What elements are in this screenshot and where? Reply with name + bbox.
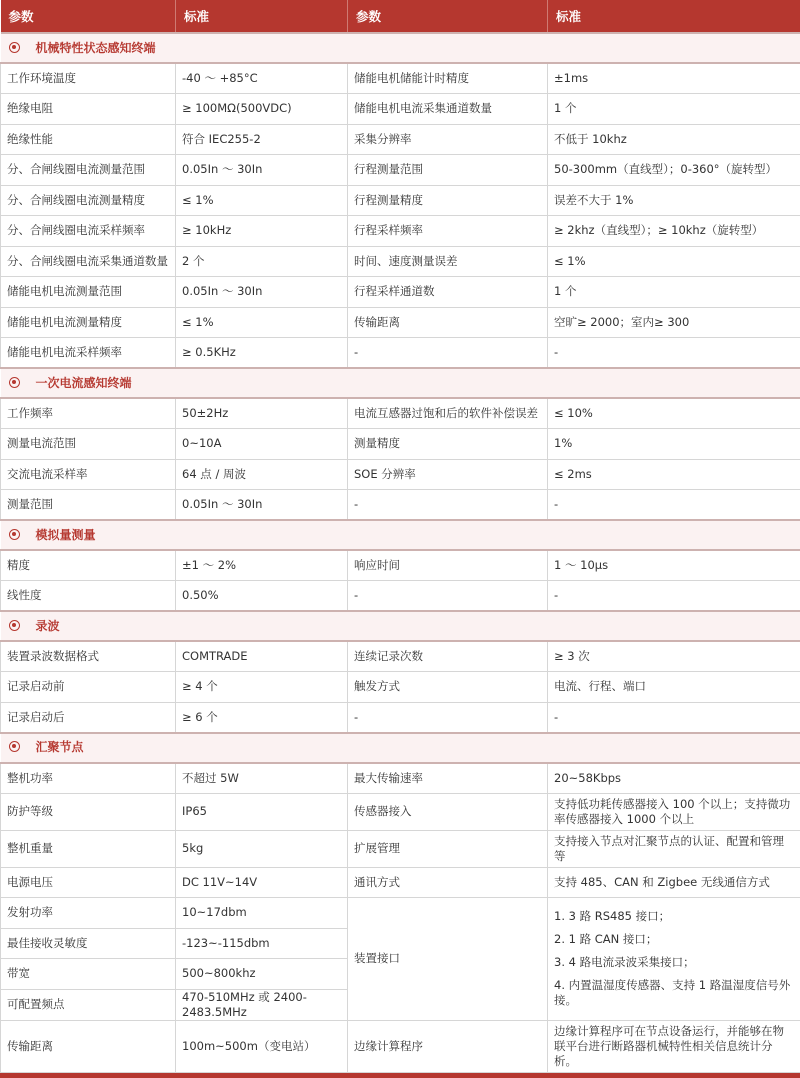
value-cell: 空旷≥ 2000；室内≥ 300	[548, 307, 800, 338]
value-cell: 100m~500m（变电站）	[176, 1020, 348, 1072]
param-cell: 时间、速度测量误差	[348, 246, 548, 277]
value-cell: ≥ 10kHz	[176, 216, 348, 247]
param-cell: 扩展管理	[348, 830, 548, 867]
value-cell: -	[548, 581, 800, 612]
value-cell: 500~800khz	[176, 959, 348, 990]
table-row	[1, 672, 800, 703]
param-cell: 线性度	[1, 581, 176, 612]
value-cell: 符合 IEC255-2	[176, 124, 348, 155]
param-cell: 储能电机电流测量精度	[1, 307, 176, 338]
param-cell: -	[348, 490, 548, 521]
param-cell: 传输距离	[348, 307, 548, 338]
section-header-current	[1, 368, 800, 398]
value-cell: ≤ 1%	[548, 246, 800, 277]
param-cell: 记录启动后	[1, 702, 176, 733]
value-cell: 470-510MHz 或 2400-2483.5MHz	[176, 989, 348, 1020]
param-cell: 分、合闸线圈电流测量范围	[1, 155, 176, 186]
value-cell: 1 ～ 10μs	[548, 550, 800, 581]
param-cell: 测量电流范围	[1, 429, 176, 460]
param-cell: 行程采样通道数	[348, 277, 548, 308]
table-row	[1, 94, 800, 125]
value-cell: ≥ 100MΩ(500VDC)	[176, 94, 348, 125]
target-circle-icon	[9, 620, 20, 631]
param-cell: 分、合闸线圈电流采样频率	[1, 216, 176, 247]
param-cell: 传输距离	[1, 1020, 176, 1072]
value-cell: ≥ 2khz（直线型）；≥ 10khz（旋转型）	[548, 216, 800, 247]
header-standard-2: 标准	[548, 0, 800, 33]
param-cell: -	[348, 581, 548, 612]
param-cell: 行程采样频率	[348, 216, 548, 247]
value-cell: 1 个	[548, 94, 800, 125]
table-body	[1, 33, 800, 1072]
list-item: 4. 内置温湿度传感器、支持 1 路温湿度信号外接。	[554, 978, 791, 1008]
table-row	[1, 277, 800, 308]
param-cell: 记录启动前	[1, 672, 176, 703]
param-cell: 储能电机电流采集通道数量	[348, 94, 548, 125]
value-cell: 误差不大于 1%	[548, 185, 800, 216]
target-circle-icon	[9, 741, 20, 752]
param-cell: 带宽	[1, 959, 176, 990]
param-cell: 防护等级	[1, 793, 176, 830]
section-header-node	[1, 733, 800, 763]
table-row	[1, 490, 800, 521]
value-cell: 电流、行程、端口	[548, 672, 800, 703]
param-cell: 交流电流采样率	[1, 459, 176, 490]
value-cell: ≥ 3 次	[548, 641, 800, 672]
value-cell: ≤ 1%	[176, 185, 348, 216]
param-cell: 连续记录次数	[348, 641, 548, 672]
interface-list	[554, 909, 794, 1008]
interface-list-cell	[548, 898, 800, 1021]
table-row	[1, 1020, 800, 1072]
param-cell: 测量范围	[1, 490, 176, 521]
value-cell: -	[548, 702, 800, 733]
param-cell: 边缘计算程序	[348, 1020, 548, 1072]
table-row	[1, 763, 800, 794]
param-cell: 工作频率	[1, 398, 176, 429]
param-cell: SOE 分辨率	[348, 459, 548, 490]
value-cell: ≤ 10%	[548, 398, 800, 429]
param-cell: 行程测量精度	[348, 185, 548, 216]
section-title: 模拟量测量	[35, 527, 96, 542]
value-cell: 0.50%	[176, 581, 348, 612]
table-row	[1, 867, 800, 898]
table-row	[1, 429, 800, 460]
value-cell: 0.05In ～ 30In	[176, 155, 348, 186]
table-row	[1, 307, 800, 338]
section-title-cell	[1, 611, 800, 641]
param-cell: 电源电压	[1, 867, 176, 898]
table-row	[1, 793, 800, 830]
table-row	[1, 155, 800, 186]
header-standard-1: 标准	[176, 0, 348, 33]
target-circle-icon	[9, 377, 20, 388]
param-cell: 分、合闸线圈电流采集通道数量	[1, 246, 176, 277]
table-row	[1, 63, 800, 94]
value-cell: 0.05In ～ 30In	[176, 490, 348, 521]
value-cell: ≤ 1%	[176, 307, 348, 338]
section-header-analog	[1, 520, 800, 550]
param-cell: 整机功率	[1, 763, 176, 794]
value-cell: ≥ 4 个	[176, 672, 348, 703]
section-title: 汇聚节点	[35, 740, 84, 754]
value-cell: -40 ～ +85°C	[176, 63, 348, 94]
param-cell: 传感器接入	[348, 793, 548, 830]
param-cell: 触发方式	[348, 672, 548, 703]
param-cell: 工作环境温度	[1, 63, 176, 94]
table-row	[1, 898, 800, 929]
param-cell: 测量精度	[348, 429, 548, 460]
section-title-cell	[1, 33, 800, 63]
list-item: 3. 4 路电流录波采集接口；	[554, 955, 695, 970]
param-cell: 电流互感器过饱和后的软件补偿误差	[348, 398, 548, 429]
param-cell: 装置录波数据格式	[1, 641, 176, 672]
value-cell: 64 点 / 周波	[176, 459, 348, 490]
param-cell: 最大传输速率	[348, 763, 548, 794]
param-cell: 可配置频点	[1, 989, 176, 1020]
section-title-cell	[1, 520, 800, 550]
section-title-cell	[1, 733, 800, 763]
section-title: 一次电流感知终端	[35, 375, 132, 390]
table-row	[1, 550, 800, 581]
param-cell: 储能电机电流测量范围	[1, 277, 176, 308]
header-param-2: 参数	[348, 0, 548, 33]
table-row	[1, 459, 800, 490]
table-row	[1, 185, 800, 216]
table-row	[1, 641, 800, 672]
bottom-accent-bar	[0, 1073, 800, 1078]
param-cell: 通讯方式	[348, 867, 548, 898]
param-cell: 储能电机电流采样频率	[1, 338, 176, 369]
value-cell: 支持低功耗传感器接入 100 个以上；支持微功率传感器接入 1000 个以上	[548, 793, 800, 830]
param-cell: -	[348, 338, 548, 369]
param-cell: 行程测量范围	[348, 155, 548, 186]
value-cell: ±1ms	[548, 63, 800, 94]
param-cell: 整机重量	[1, 830, 176, 867]
value-cell: ≤ 2ms	[548, 459, 800, 490]
section-title: 机械特性状态感知终端	[35, 40, 156, 55]
value-cell: 50±2Hz	[176, 398, 348, 429]
table-row	[1, 581, 800, 612]
value-cell: COMTRADE	[176, 641, 348, 672]
section-header-record	[1, 611, 800, 641]
list-item: 2. 1 路 CAN 接口；	[554, 932, 658, 947]
value-cell: 不低于 10khz	[548, 124, 800, 155]
table-row	[1, 338, 800, 369]
param-cell: 储能电机储能计时精度	[348, 63, 548, 94]
value-cell: 5kg	[176, 830, 348, 867]
value-cell: IP65	[176, 793, 348, 830]
value-cell: 支持 485、CAN 和 Zigbee 无线通信方式	[548, 867, 800, 898]
value-cell: DC 11V~14V	[176, 867, 348, 898]
value-cell: 支持接入节点对汇聚节点的认证、配置和管理等	[548, 830, 800, 867]
table-row	[1, 216, 800, 247]
table-row	[1, 124, 800, 155]
param-cell: 最佳接收灵敏度	[1, 928, 176, 959]
value-cell: -	[548, 490, 800, 521]
table-header	[1, 0, 800, 33]
value-cell: ±1 ～ 2%	[176, 550, 348, 581]
table-row	[1, 830, 800, 867]
value-cell: 50-300mm（直线型）；0-360°（旋转型）	[548, 155, 800, 186]
section-title: 录波	[35, 618, 60, 633]
param-cell: 响应时间	[348, 550, 548, 581]
value-cell: 不超过 5W	[176, 763, 348, 794]
value-cell: 10~17dbm	[176, 898, 348, 929]
value-cell: ≥ 6 个	[176, 702, 348, 733]
list-item: 1. 3 路 RS485 接口；	[554, 909, 671, 924]
value-cell: ≥ 0.5KHz	[176, 338, 348, 369]
value-cell: 20~58Kbps	[548, 763, 800, 794]
header-param-1: 参数	[1, 0, 176, 33]
value-cell: 0.05In ～ 30In	[176, 277, 348, 308]
param-cell: 绝缘电阻	[1, 94, 176, 125]
table-row	[1, 398, 800, 429]
section-title-cell	[1, 368, 800, 398]
table-row	[1, 246, 800, 277]
param-cell: 发射功率	[1, 898, 176, 929]
section-header-mech	[1, 33, 800, 63]
value-cell: 0~10A	[176, 429, 348, 460]
target-circle-icon	[9, 529, 20, 540]
param-cell: 装置接口	[348, 898, 548, 1021]
param-cell: -	[348, 702, 548, 733]
value-cell: -123~-115dbm	[176, 928, 348, 959]
value-cell: 1 个	[548, 277, 800, 308]
table-row	[1, 702, 800, 733]
param-cell: 分、合闸线圈电流测量精度	[1, 185, 176, 216]
param-cell: 采集分辨率	[348, 124, 548, 155]
value-cell: -	[548, 338, 800, 369]
target-circle-icon	[9, 42, 20, 53]
value-cell: 边缘计算程序可在节点设备运行，并能够在物联平台进行断路器机械特性相关信息统计分析。	[548, 1020, 800, 1072]
value-cell: 2 个	[176, 246, 348, 277]
param-cell: 精度	[1, 550, 176, 581]
param-cell: 绝缘性能	[1, 124, 176, 155]
value-cell: 1%	[548, 429, 800, 460]
